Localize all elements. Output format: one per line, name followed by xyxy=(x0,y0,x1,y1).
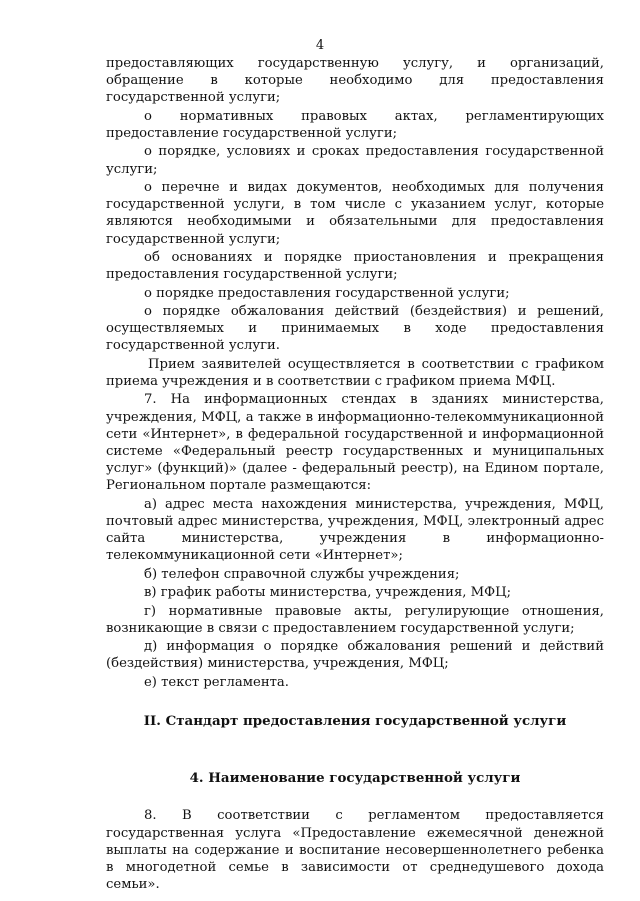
paragraph: Прием заявителей осуществляется в соответствии с графиком приема учреждения и в соответствии с графиком приема МФЦ. xyxy=(106,356,604,389)
paragraph: о порядке, условиях и сроках предоставления государственной услуги; xyxy=(106,144,604,177)
list-item: б) телефон справочной службы учреждения; xyxy=(144,566,460,582)
document-body xyxy=(106,55,604,895)
section-heading: II. Стандарт предоставления государственной услуги xyxy=(143,712,567,729)
paragraph: о порядке предоставления государственной услуги; xyxy=(144,285,510,301)
paragraph: о нормативных правовых актах, регламентирующих предоставление государственной услуги; xyxy=(106,108,604,141)
list-item: а) адрес места нахождения министерства, учреждения, МФЦ, почтовый адрес министерства, учреждения, МФЦ, электронный адрес сайта министерства, учреждения в информационно-телекоммуникационной сети «Интернет»; xyxy=(106,496,604,564)
paragraph: о перечне и видах документов, необходимых для получения государственной услуги, в том числе с указанием услуг, которые являются необходимыми и обязательными для предоставления государственной услуги; xyxy=(106,179,604,247)
paragraph: об основаниях и порядке приостановления и прекращения предоставления государственной услуги; xyxy=(106,249,604,283)
paragraph: 7. На информационных стендах в зданиях министерства, учреждения, МФЦ, а также в информационно-телекоммуникационной сети «Интернет», в федеральной государственной и информационной системе «Федеральный реестр государственных и муниципальных услуг» (функций)» (далее - федеральный реестр), на Едином портале, Региональном портале размещаются: xyxy=(106,392,604,494)
page-number: 4 xyxy=(315,38,325,53)
list-item: д) информация о порядке обжалования решений и действий (бездействия) министерства, учреждения, МФЦ; xyxy=(106,639,604,672)
list-item: е) текст регламента. xyxy=(144,674,289,690)
paragraph: предоставляющих государственную услугу, и организаций, обращение в которые необходимо для предоставления государственной услуги; xyxy=(106,56,604,106)
list-item: г) нормативные правовые акты, регулирующие отношения, возникающие в связи с предоставлением государственной услуги; xyxy=(106,603,604,636)
subsection-heading: 4. Наименование государственной услуги xyxy=(189,770,521,787)
paragraph: о порядке обжалования действий (бездействия) и решений, осуществляемых и принимаемых в ходе предоставления государственной услуги. xyxy=(106,303,604,354)
paragraph: 8. В соответствии с регламентом предоставляется государственная услуга «Предоставление ежемесячной денежной выплаты на содержание и воспитание несовершеннолетнего ребенка в многодетной семье в зависимости от среднедушевого дохода семьи». xyxy=(106,808,604,893)
list-item: в) график работы министерства, учреждения, МФЦ; xyxy=(144,585,512,601)
